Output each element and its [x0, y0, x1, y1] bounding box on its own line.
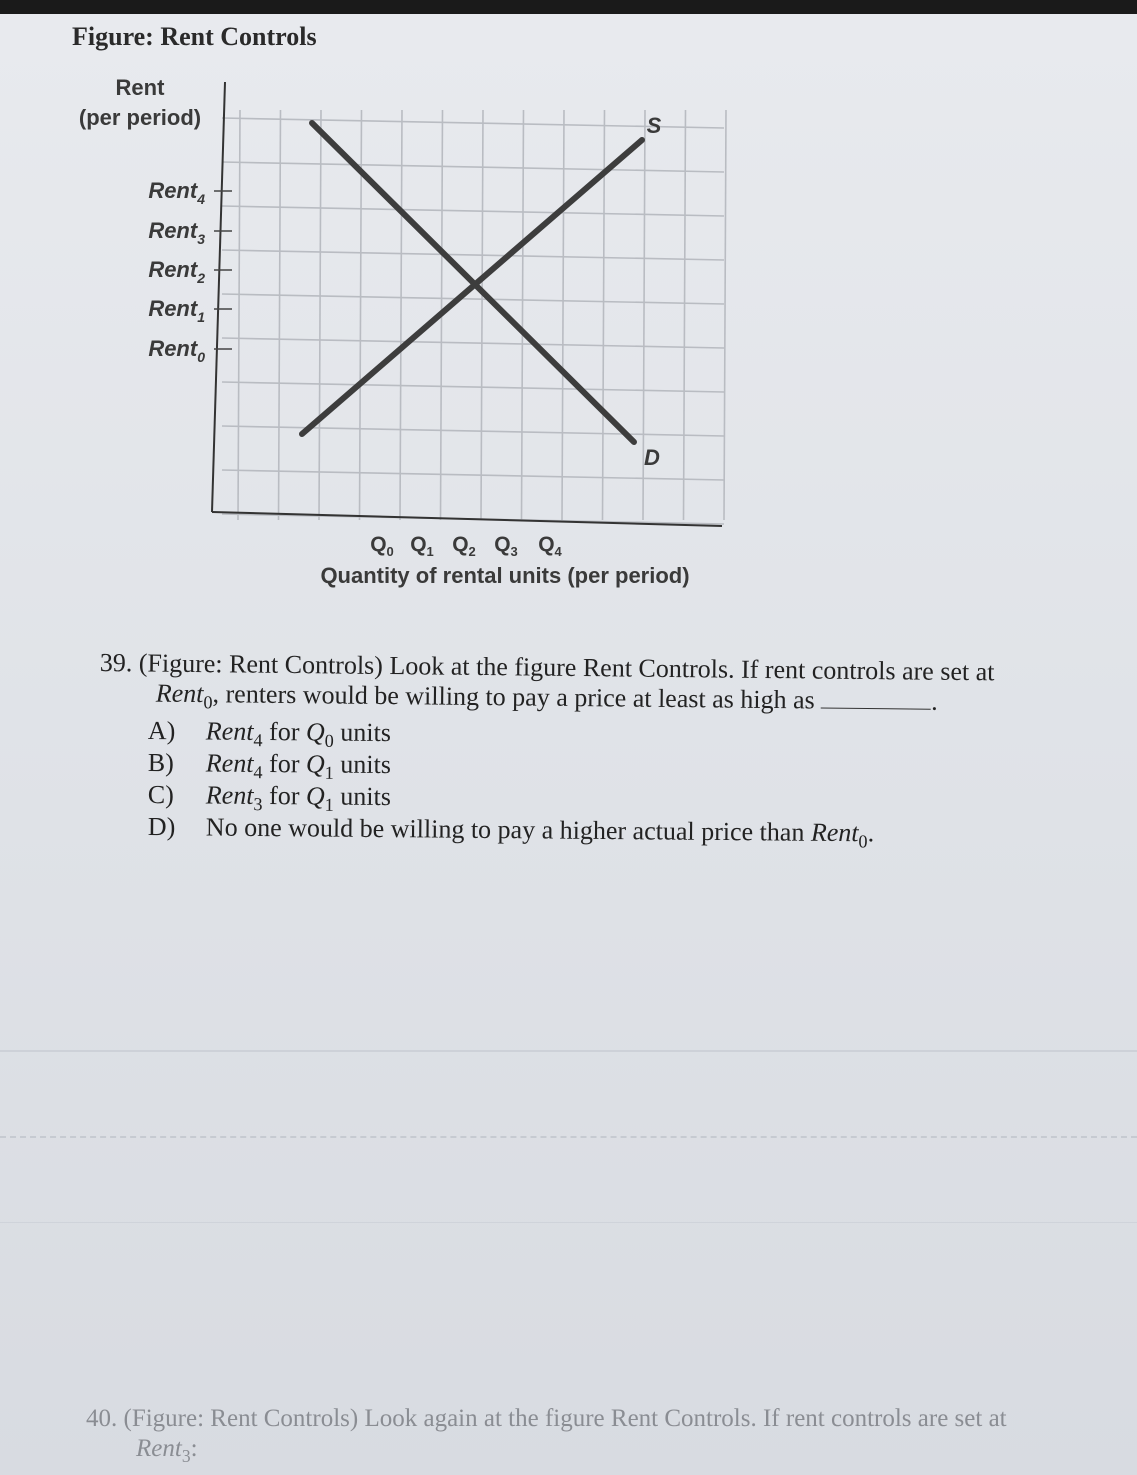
grid-line-vertical [522, 110, 524, 520]
y-axis-label-line2: (per period) [78, 105, 202, 130]
grid-line-vertical [238, 110, 240, 520]
grid-line-horizontal [222, 470, 724, 480]
divider-line [0, 1050, 1137, 1052]
x-axis-line [212, 512, 722, 526]
grid-line-horizontal [222, 250, 724, 260]
option-b[interactable]: B) Rent$_4$ for $Q_1$ units [147, 748, 392, 783]
grid-line-vertical [724, 110, 726, 520]
grid-line-horizontal [222, 426, 724, 436]
y-tick-label: Rent$_1$ [148, 296, 205, 325]
question-line2: , renters would be willing to pay a price at least as high as [212, 679, 815, 715]
figure-title: Figure: Rent Controls [72, 22, 317, 51]
question-rent-term: Rent [155, 678, 204, 709]
x-tick-label: $Q_2$ [452, 533, 476, 559]
dashed-divider [0, 1136, 1137, 1138]
x-tick-labels [370, 533, 562, 559]
grid-line-horizontal [222, 338, 724, 348]
grid-line-horizontal [222, 382, 724, 392]
y-tick-label: Rent$_2$ [148, 257, 205, 286]
x-axis-label: Quantity of rental units (per period) [320, 563, 690, 588]
divider-line-2 [0, 1222, 1137, 1223]
question-40-line1: 40. (Figure: Rent Controls) Look again at the figure Rent Controls. If rent controls are set at [86, 1405, 1007, 1432]
y-axis-label-line1: Rent [115, 75, 165, 100]
grid-line-vertical [279, 110, 281, 520]
question-39: 39. (Figure: Rent Controls) Look at the figure Rent Controls. If rent controls are set at Rent$_0$, renters would be willing to pay a price at least as high as . A) Rent$_4$ for $Q_0$ units B) Rent$_4$ for $Q_1$ units C) Rent$_3$ for $Q_1$ units D) No one would be willing to pay a higher actual price than Rent$_0$. [100, 648, 1110, 844]
y-tick-label: Rent$_0$ [148, 336, 205, 365]
question-number: 39. [99, 648, 133, 678]
supply-label: S [646, 113, 662, 138]
question-40-rent: Rent [136, 1435, 182, 1462]
question-40-partial: 40. (Figure: Rent Controls) Look again at the figure Rent Controls. If rent controls are set at Rent$_3$: [86, 1404, 1136, 1471]
demand-label: D [644, 445, 660, 470]
grid-line-vertical [562, 110, 564, 520]
answer-blank [821, 688, 931, 710]
grid-line-horizontal [222, 294, 724, 304]
x-tick-label: $Q_0$ [370, 533, 394, 559]
grid-line-horizontal [222, 206, 724, 216]
y-axis-line [212, 82, 225, 512]
x-tick-label: $Q_1$ [410, 533, 434, 559]
x-tick-label: $Q_3$ [494, 533, 518, 559]
grid-line-vertical [400, 110, 402, 520]
y-tick-label: Rent$_4$ [148, 178, 205, 207]
option-d[interactable]: D) No one would be willing to pay a higher actual price than Rent$_0$. [147, 812, 875, 852]
grid-line-vertical [319, 110, 321, 520]
x-tick-label: $Q_4$ [538, 533, 562, 559]
grid-line-vertical [481, 110, 483, 520]
rent-controls-chart [0, 0, 1137, 610]
grid-line-horizontal [222, 162, 724, 172]
option-a[interactable]: A) Rent$_4$ for $Q_0$ units [147, 716, 392, 751]
option-c[interactable]: C) Rent$_3$ for $Q_1$ units [147, 780, 392, 815]
answer-options [100, 716, 1110, 852]
question-line1: (Figure: Rent Controls) Look at the figure Rent Controls. If rent controls are set at [138, 648, 995, 687]
y-tick-label: Rent$_3$ [148, 218, 205, 247]
